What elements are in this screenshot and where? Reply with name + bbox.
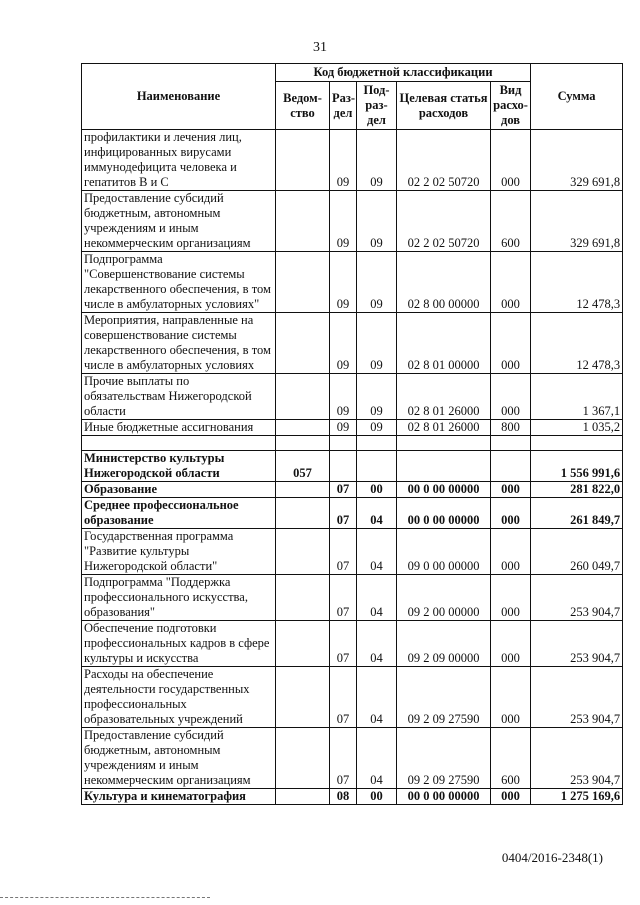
row-razdel: 09	[330, 374, 357, 420]
row-podrazdel: 09	[357, 191, 397, 252]
row-vid-raskhodov: 600	[491, 728, 531, 789]
row-razdel: 09	[330, 130, 357, 191]
row-podrazdel: 09	[357, 252, 397, 313]
row-razdel: 09	[330, 252, 357, 313]
row-vid-raskhodov: 000	[491, 529, 531, 575]
table-body	[82, 130, 623, 805]
row-vid-raskhodov	[491, 436, 531, 451]
row-vedomstvo	[276, 575, 330, 621]
row-vedomstvo	[276, 667, 330, 728]
row-razdel: 08	[330, 789, 357, 805]
row-tselevaya-statya: 09 2 09 00000	[397, 621, 491, 667]
row-vedomstvo: 057	[276, 451, 330, 482]
row-sum: 253 904,7	[531, 728, 623, 789]
row-vid-raskhodov: 000	[491, 313, 531, 374]
row-vedomstvo	[276, 436, 330, 451]
row-vedomstvo	[276, 313, 330, 374]
row-razdel	[330, 451, 357, 482]
row-tselevaya-statya: 09 0 00 00000	[397, 529, 491, 575]
row-podrazdel	[357, 451, 397, 482]
scan-artifact-line	[0, 897, 210, 900]
row-vid-raskhodov: 000	[491, 621, 531, 667]
row-podrazdel: 04	[357, 529, 397, 575]
row-razdel: 07	[330, 728, 357, 789]
row-vid-raskhodov: 000	[491, 252, 531, 313]
table-row	[82, 191, 623, 252]
header-vid-raskhodov: Вид расхо-дов	[491, 82, 531, 130]
row-vid-raskhodov: 000	[491, 575, 531, 621]
row-razdel: 07	[330, 498, 357, 529]
row-podrazdel: 00	[357, 789, 397, 805]
table-row	[82, 789, 623, 805]
row-vid-raskhodov: 000	[491, 498, 531, 529]
document-code: 0404/2016-2348(1)	[501, 850, 603, 865]
row-name: Предоставление субсидий бюджетным, автономным учреждениям и иным некоммерческим организациям	[82, 728, 276, 789]
table-row	[82, 482, 623, 498]
row-podrazdel: 00	[357, 482, 397, 498]
table-row	[82, 130, 623, 191]
row-name: Расходы на обеспечение деятельности государственных профессиональных образовательных учреждений	[82, 667, 276, 728]
row-name: Культура и кинематография	[82, 789, 276, 805]
header-podrazdel: Под-раз-дел	[357, 82, 397, 130]
row-tselevaya-statya: 02 8 01 26000	[397, 374, 491, 420]
row-vedomstvo	[276, 191, 330, 252]
row-tselevaya-statya	[397, 451, 491, 482]
row-razdel: 09	[330, 313, 357, 374]
row-vid-raskhodov: 000	[491, 482, 531, 498]
row-sum: 253 904,7	[531, 667, 623, 728]
table-row	[82, 374, 623, 420]
row-tselevaya-statya: 00 0 00 00000	[397, 789, 491, 805]
table-row	[82, 252, 623, 313]
row-podrazdel	[357, 436, 397, 451]
table-row	[82, 498, 623, 529]
row-tselevaya-statya: 02 2 02 50720	[397, 130, 491, 191]
header-vedomstvo: Ведом-ство	[276, 82, 330, 130]
row-podrazdel: 09	[357, 130, 397, 191]
row-vid-raskhodov: 800	[491, 420, 531, 436]
row-vedomstvo	[276, 374, 330, 420]
header-tselevaya-statya: Целевая статья расходов	[397, 82, 491, 130]
row-vedomstvo	[276, 420, 330, 436]
row-vedomstvo	[276, 482, 330, 498]
row-tselevaya-statya: 02 8 01 26000	[397, 420, 491, 436]
row-vedomstvo	[276, 130, 330, 191]
row-sum: 1 275 169,6	[531, 789, 623, 805]
row-tselevaya-statya	[397, 436, 491, 451]
header-razdel: Раз-дел	[330, 82, 357, 130]
row-podrazdel: 04	[357, 621, 397, 667]
row-sum: 329 691,8	[531, 191, 623, 252]
row-podrazdel: 09	[357, 420, 397, 436]
row-name: профилактики и лечения лиц, инфицированных вирусами иммунодефицита человека и гепатитов В и С	[82, 130, 276, 191]
row-razdel: 07	[330, 482, 357, 498]
row-name: Министерство культуры Нижегородской области	[82, 451, 276, 482]
row-name: Подпрограмма "Поддержка профессионального искусства, образования"	[82, 575, 276, 621]
row-tselevaya-statya: 02 8 00 00000	[397, 252, 491, 313]
row-sum: 260 049,7	[531, 529, 623, 575]
row-tselevaya-statya: 09 2 00 00000	[397, 575, 491, 621]
row-tselevaya-statya: 09 2 09 27590	[397, 728, 491, 789]
row-vedomstvo	[276, 252, 330, 313]
budget-table	[81, 63, 623, 805]
row-razdel: 09	[330, 420, 357, 436]
row-sum: 253 904,7	[531, 621, 623, 667]
row-name	[82, 436, 276, 451]
row-name: Обеспечение подготовки профессиональных кадров в сфере культуры и искусства	[82, 621, 276, 667]
row-sum: 1 556 991,6	[531, 451, 623, 482]
row-name: Прочие выплаты по обязательствам Нижегородской области	[82, 374, 276, 420]
row-name: Иные бюджетные ассигнования	[82, 420, 276, 436]
table-row	[82, 420, 623, 436]
table-row	[82, 313, 623, 374]
row-razdel	[330, 436, 357, 451]
header-classification-group: Код бюджетной классификации	[276, 64, 531, 82]
table-row	[82, 529, 623, 575]
row-vid-raskhodov: 000	[491, 130, 531, 191]
row-tselevaya-statya: 09 2 09 27590	[397, 667, 491, 728]
header-sum: Сумма	[531, 64, 623, 130]
row-podrazdel: 04	[357, 728, 397, 789]
row-razdel: 07	[330, 667, 357, 728]
row-sum	[531, 436, 623, 451]
table-row	[82, 575, 623, 621]
table-row	[82, 451, 623, 482]
row-sum: 281 822,0	[531, 482, 623, 498]
row-name: Образование	[82, 482, 276, 498]
row-vid-raskhodov: 000	[491, 789, 531, 805]
row-vedomstvo	[276, 529, 330, 575]
row-name: Мероприятия, направленные на совершенствование системы лекарственного обеспечения, в том числе в амбулаторных условиях	[82, 313, 276, 374]
row-name: Среднее профессиональное образование	[82, 498, 276, 529]
row-vedomstvo	[276, 498, 330, 529]
page-number: 31	[313, 40, 327, 55]
row-razdel: 07	[330, 621, 357, 667]
table-row	[82, 436, 623, 451]
table-row	[82, 621, 623, 667]
row-tselevaya-statya: 00 0 00 00000	[397, 482, 491, 498]
row-sum: 329 691,8	[531, 130, 623, 191]
row-tselevaya-statya: 02 8 01 00000	[397, 313, 491, 374]
row-vid-raskhodov: 000	[491, 667, 531, 728]
row-sum: 1 367,1	[531, 374, 623, 420]
row-razdel: 09	[330, 191, 357, 252]
row-name: Государственная программа "Развитие культуры Нижегородской области"	[82, 529, 276, 575]
row-podrazdel: 04	[357, 575, 397, 621]
row-sum: 12 478,3	[531, 313, 623, 374]
row-vedomstvo	[276, 621, 330, 667]
row-sum: 1 035,2	[531, 420, 623, 436]
row-vedomstvo	[276, 728, 330, 789]
row-sum: 253 904,7	[531, 575, 623, 621]
row-vid-raskhodov	[491, 451, 531, 482]
row-razdel: 07	[330, 529, 357, 575]
table-row	[82, 728, 623, 789]
row-vid-raskhodov: 600	[491, 191, 531, 252]
header-name: Наименование	[82, 64, 276, 130]
row-vid-raskhodov: 000	[491, 374, 531, 420]
row-sum: 12 478,3	[531, 252, 623, 313]
row-podrazdel: 04	[357, 667, 397, 728]
row-name: Предоставление субсидий бюджетным, автономным учреждениям и иным некоммерческим организациям	[82, 191, 276, 252]
row-name: Подпрограмма "Совершенствование системы лекарственного обеспечения, в том числе в амбулаторных условиях"	[82, 252, 276, 313]
table-row	[82, 667, 623, 728]
row-razdel: 07	[330, 575, 357, 621]
row-podrazdel: 09	[357, 313, 397, 374]
budget-table-container	[81, 63, 622, 805]
row-podrazdel: 09	[357, 374, 397, 420]
row-sum: 261 849,7	[531, 498, 623, 529]
row-vedomstvo	[276, 789, 330, 805]
row-podrazdel: 04	[357, 498, 397, 529]
row-tselevaya-statya: 00 0 00 00000	[397, 498, 491, 529]
row-tselevaya-statya: 02 2 02 50720	[397, 191, 491, 252]
